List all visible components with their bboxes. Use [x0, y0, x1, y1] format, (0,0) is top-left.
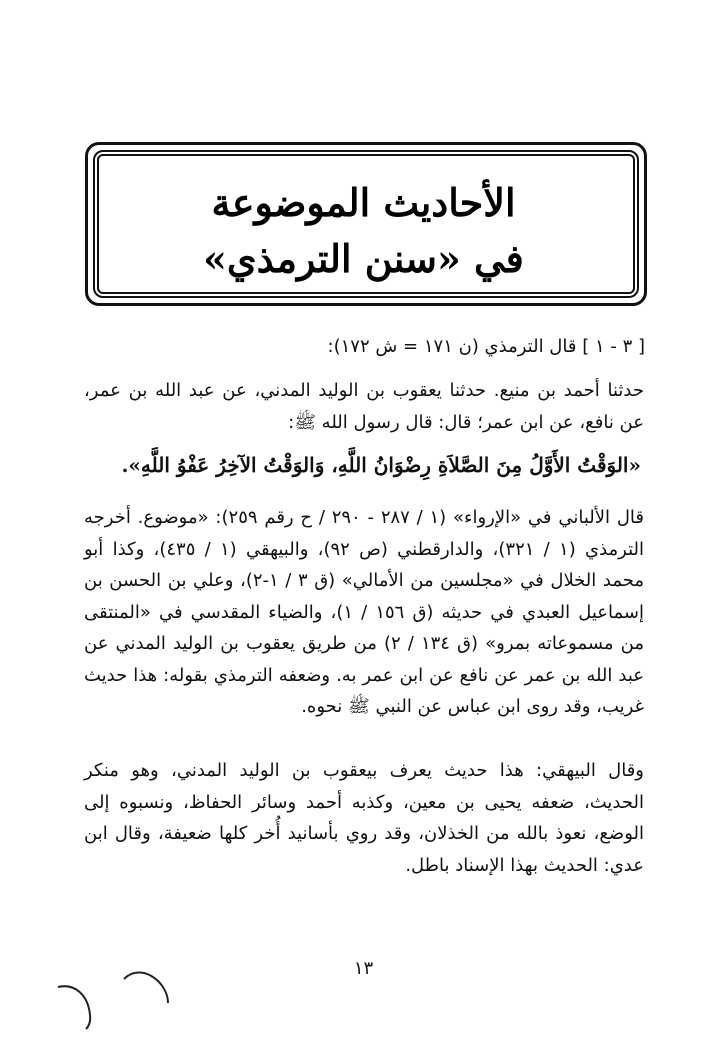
- chapter-title-line-1: الأحاديث الموضوعة: [211, 180, 516, 225]
- chapter-title-line-2: في «سنن الترمذي»: [203, 236, 524, 281]
- takhrij-paragraph: قال الألباني في «الإرواء» (١ / ٢٨٧ - ٢٩٠ / ح رقم ٢٥٩): «موضوع. أخرجه الترمذي (١ / ٣٢١)، والدارقطني (ص ٩٢)، والبيهقي (١ / ٤٣٥)، وكذا أبو محمد الخلال في «مجلسين من الأمالي» (ق ٣ / ١-٢)، وعلي بن الحسن بن إسماعيل العبدي في حديثه (ق ١٥٦ / ١)، والضياء المقدسي في «المنتقى من مسموعاته بمرو» (ق ١٣٤ / ٢) من طريق يعقوب بن الوليد المدني عن عبد الله بن عمر عن نافع عن ابن عمر به. وضعفه الترمذي بقوله: هذا حديث غريب، وقد روى ابن عباس عن النبي ﷺ نحوه.: [84, 507, 645, 717]
- hadith-text: «الوَقْتُ الأَوَّلُ مِنَ الصَّلاَةِ رِضْوَانُ اللَّهِ، وَالوَقْتُ الآخِرُ عَفْوُ اللَّهِ».: [121, 453, 641, 477]
- hadith-heading: [ ٣ - ١ ] قال الترمذي (ن ١٧١ = ش ١٧٢):: [327, 336, 645, 357]
- handwritten-marks: [50, 965, 180, 1035]
- page-number: ١٣: [353, 958, 374, 979]
- bayhaqi-paragraph: وقال البيهقي: هذا حديث يعرف بيعقوب بن الوليد المدني، وهو منكر الحديث، ضعفه يحيى بن معين، وكذبه أحمد وسائر الحفاظ، ونسبوه إلى الوضع، نعوذ بالله من الخذلان، وقد روي بأسانيد أُخر كلها ضعيفة، وقال ابن عدي: الحديث بهذا الإسناد باطل.: [84, 760, 644, 876]
- isnad-paragraph: حدثنا أحمد بن منيع. حدثنا يعقوب بن الوليد المدني، عن عبد الله بن عمر، عن نافع، عن ابن عمر؛ قال: قال رسول الله ﷺ:: [84, 380, 644, 433]
